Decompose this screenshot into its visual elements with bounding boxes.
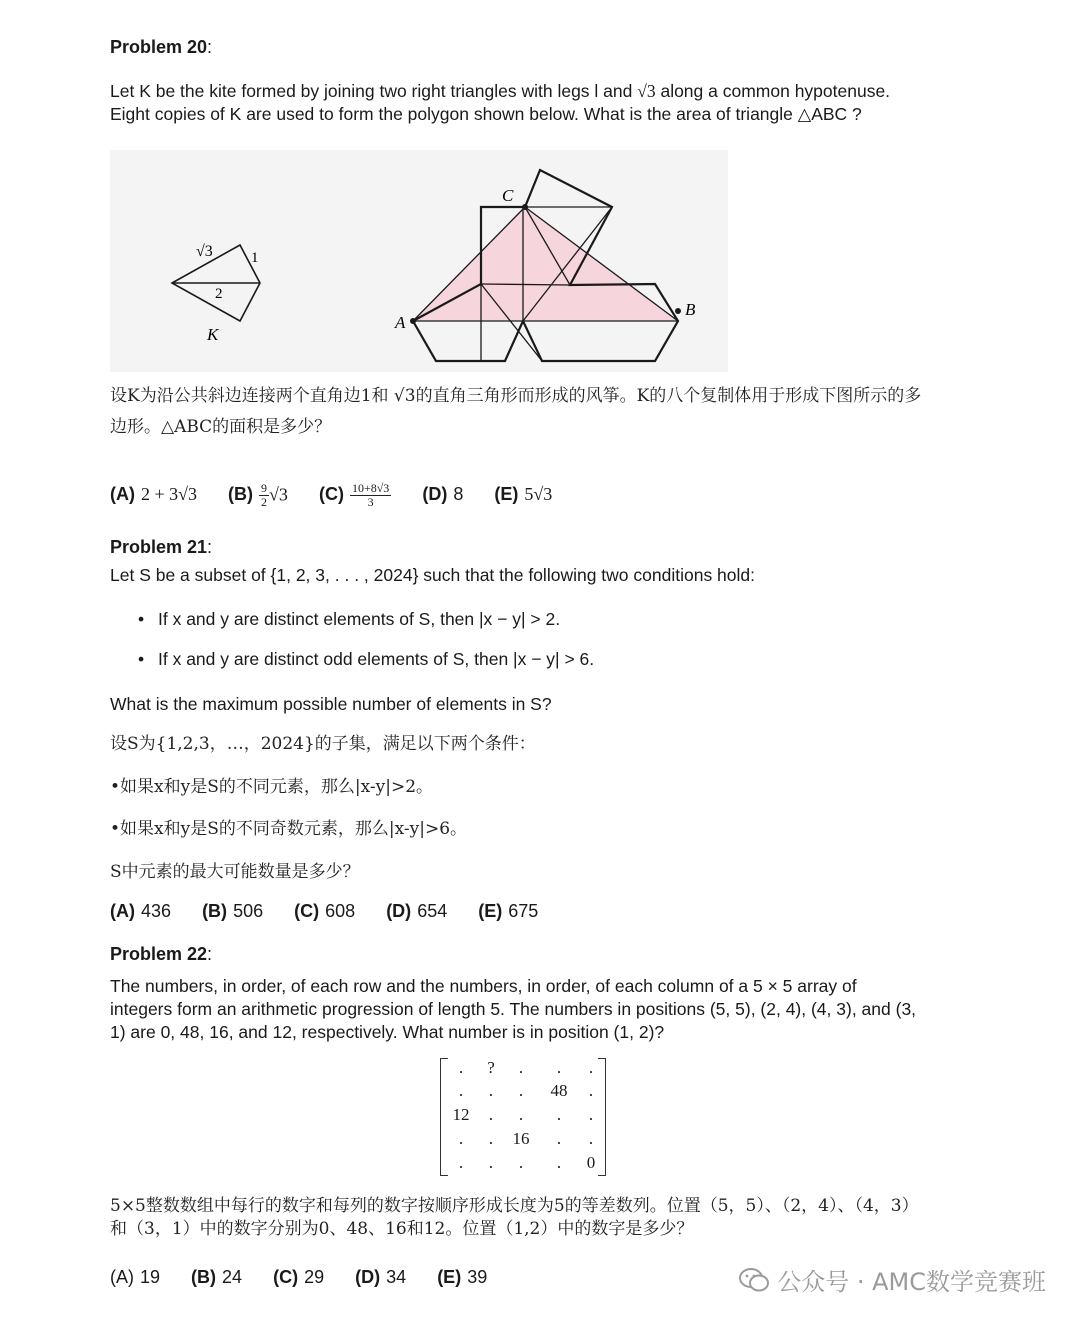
option-value: 19	[140, 1267, 161, 1287]
matrix-cell: ?	[487, 1058, 495, 1077]
option-value: √3	[269, 484, 288, 505]
title-colon: :	[207, 944, 213, 964]
bullet-text: If x and y are distinct elements of S, then |x − y| > 2.	[158, 609, 561, 629]
p20-option-b[interactable]	[228, 482, 288, 509]
option-value: 608	[325, 901, 356, 921]
problem-22-options	[110, 1267, 513, 1288]
p20-option-a[interactable]	[110, 484, 197, 505]
p22-option-a[interactable]	[110, 1267, 160, 1288]
option-value: 506	[233, 901, 264, 921]
option-value: 675	[508, 901, 539, 921]
problem-21-title	[110, 537, 212, 558]
point-c	[522, 204, 528, 210]
matrix-cell: .	[588, 1105, 594, 1124]
matrix-cell: .	[488, 1105, 494, 1124]
kite-label-sqrt3: √3	[196, 243, 213, 260]
p22-option-d[interactable]	[355, 1267, 406, 1288]
p22-option-b[interactable]	[191, 1267, 242, 1288]
option-label: (D)	[386, 901, 412, 921]
fraction-numerator: 10+8√3	[351, 481, 390, 495]
problem-20-text	[110, 80, 930, 126]
matrix-cell: .	[518, 1105, 524, 1124]
option-fraction	[259, 482, 269, 509]
problem-20-chinese-text: 设K为沿公共斜边连接两个直角边1和 √3的直角三角形而形成的风筝。K的八个复制体用于形成下图所示的多边形。△ABC的面积是多少？	[110, 386, 922, 437]
matrix-cell: .	[458, 1153, 464, 1172]
matrix-cell: .	[556, 1153, 562, 1172]
option-value: 436	[141, 901, 172, 921]
kite-label-2: 2	[215, 286, 223, 302]
option-value: 29	[304, 1267, 325, 1287]
matrix-cell: .	[518, 1058, 524, 1077]
wechat-icon	[739, 1267, 769, 1299]
matrix-cell: .	[458, 1081, 464, 1100]
problem-22-title	[110, 944, 212, 965]
problem-21-text: Let S be a subset of {1, 2, 3, . . . , 2024} such that the following two conditions hold:	[110, 565, 756, 585]
p21-cn-line-3: •如果x和y是S的不同奇数元素，那么|x-y|>6。	[110, 819, 468, 839]
p21-option-a[interactable]	[110, 901, 171, 922]
option-label: (E)	[437, 1267, 462, 1287]
matrix-cell: .	[518, 1153, 524, 1172]
option-fraction	[350, 482, 391, 509]
problem-22-chinese-text: 5×5整数数组中每行的数字和每列的数字按顺序形成长度为5的等差数列。位置（5，5）、（2，4）、（4，3）和（3，1）中的数字分别为0、48、16和12。位置（1,2）中的数字是多少？	[110, 1196, 919, 1239]
p21-option-e[interactable]	[478, 901, 538, 922]
problem-20-figure	[110, 150, 728, 372]
option-label: (C)	[318, 484, 344, 505]
option-value: 24	[222, 1267, 243, 1287]
triangle-abc-fill	[413, 207, 678, 321]
p20-sqrt3: √3	[637, 81, 656, 101]
matrix-cell: .	[556, 1129, 562, 1148]
matrix-cell: 12	[452, 1105, 470, 1124]
fraction-denominator: 3	[367, 495, 374, 509]
kite-k	[172, 245, 260, 321]
option-label: (E)	[494, 484, 519, 505]
problem-title-text: Problem 21	[110, 537, 208, 557]
title-colon: :	[207, 537, 213, 557]
matrix-cell: .	[588, 1129, 594, 1148]
matrix-cell: .	[458, 1058, 464, 1077]
problem-title-text: Problem 22	[110, 944, 208, 964]
option-label: (D)	[355, 1267, 381, 1287]
label-a: A	[395, 313, 406, 332]
p21-option-c[interactable]	[294, 901, 355, 922]
option-value: 2 + 3√3	[141, 484, 198, 505]
matrix-cell: .	[518, 1081, 524, 1100]
label-b: B	[685, 300, 696, 319]
matrix-cell: .	[556, 1105, 562, 1124]
kite-polygon-diagram	[110, 150, 728, 372]
option-label: (C)	[273, 1267, 299, 1287]
bullet-dot: •	[138, 649, 145, 669]
matrix-cell: .	[588, 1081, 594, 1100]
bullet-text: If x and y are distinct odd elements of S, then |x − y| > 6.	[158, 649, 595, 669]
option-value: 39	[467, 1267, 488, 1287]
option-label: (A)	[110, 484, 135, 505]
kite-label-k: K	[207, 325, 219, 344]
option-value: 654	[417, 901, 448, 921]
option-label: (A)	[110, 1267, 134, 1287]
option-value: 8	[453, 484, 464, 505]
bullet-dot: •	[138, 609, 145, 629]
point-a	[410, 318, 416, 324]
option-label: (B)	[202, 901, 228, 921]
p22-option-e[interactable]	[437, 1267, 487, 1288]
option-label: (C)	[294, 901, 320, 921]
p20-option-c[interactable]	[319, 482, 391, 509]
option-label: (A)	[110, 901, 135, 921]
option-label: (E)	[478, 901, 503, 921]
array-matrix	[440, 1058, 606, 1176]
title-colon: :	[207, 37, 213, 57]
point-b	[675, 308, 681, 314]
matrix-cell: .	[488, 1153, 494, 1172]
matrix-cell: .	[488, 1129, 494, 1148]
p21-bullet-2	[138, 649, 594, 670]
matrix-cell: .	[588, 1058, 594, 1077]
fraction-denominator: 2	[261, 495, 268, 509]
p21-cn-line-4: S中元素的最大可能数量是多少？	[110, 862, 360, 882]
p20-text-part1: Let K be the kite formed by joining two right triangles with legs l and	[110, 81, 638, 101]
matrix-cell: .	[488, 1081, 494, 1100]
problem-21-question: What is the maximum possible number of elements in S?	[110, 694, 552, 714]
fraction-numerator: 9	[261, 481, 268, 495]
problem-22-text: The numbers, in order, of each row and the numbers, in order, of each column of a 5 × 5 array of integers form an arithmetic progression of length 5. The numbers in positions (5, 5), (2, 4), (4, 3), and (3, 1) are 0, 48, 16, and 12, respectively. What number is in position (1, 2)?	[110, 976, 917, 1042]
option-value: 5√3	[524, 484, 553, 505]
option-label: (B)	[191, 1267, 217, 1287]
p20-option-e[interactable]	[494, 484, 552, 505]
p21-cn-line-2: •如果x和y是S的不同元素，那么|x-y|>2。	[110, 777, 434, 797]
matrix-cell: .	[458, 1129, 464, 1148]
p20-option-d[interactable]	[422, 484, 463, 505]
kite-label-1: 1	[251, 250, 259, 266]
p21-cn-line-1: 设S为{1,2,3，…，2024}的子集，满足以下两个条件：	[110, 734, 536, 754]
watermark-text: 公众号 · AMC数学竞赛班	[777, 1268, 1046, 1296]
problem-20-title	[110, 37, 212, 58]
problem-20-options	[110, 482, 578, 509]
option-value: 34	[386, 1267, 407, 1287]
matrix-cell: 0	[586, 1153, 596, 1172]
label-c: C	[502, 186, 514, 205]
option-label: (B)	[228, 484, 254, 505]
problem-21-options	[110, 901, 564, 922]
matrix-cell: 48	[550, 1081, 568, 1100]
p20-text-part2: along a common hypotenuse. Eight copies of K are used to form the polygon shown below. What is the area of triangle △ABC ?	[110, 81, 891, 124]
p21-option-d[interactable]	[386, 901, 447, 922]
matrix-cell: 16	[512, 1129, 530, 1148]
p21-option-b[interactable]	[202, 901, 263, 922]
watermark	[739, 1262, 1046, 1299]
p21-bullet-1	[138, 609, 560, 630]
matrix-cell: .	[556, 1058, 562, 1077]
p22-option-c[interactable]	[273, 1267, 324, 1288]
option-label: (D)	[422, 484, 448, 505]
problem-title-text: Problem 20	[110, 37, 208, 57]
